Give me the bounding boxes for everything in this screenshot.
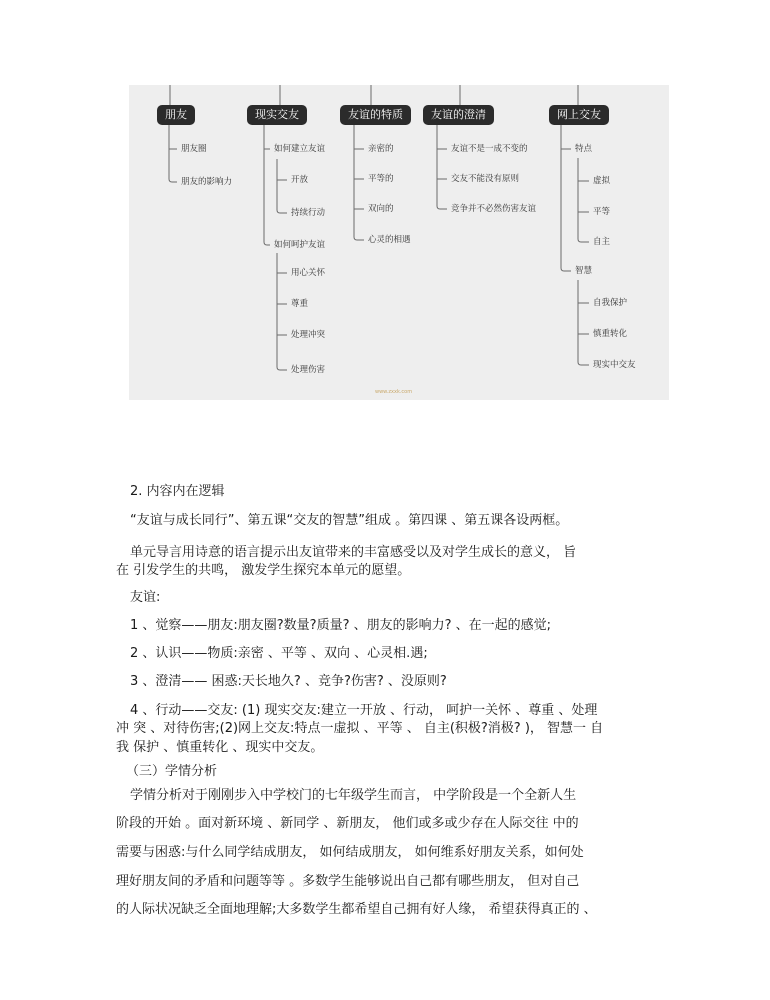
node-friend: 朋友 (157, 105, 195, 125)
analysis-line5: 的人际状况缺乏全面地理解;大多数学生都希望自己拥有好人缘， 希望获得真正的 、 (116, 902, 597, 917)
leaf-virtual: 虚拟 (593, 176, 611, 186)
leaf-autonomy: 自主 (593, 237, 611, 247)
leaf-online-equal: 平等 (593, 207, 611, 217)
list-item-action-line3: 我 保护 、慎重转化 、现实中交友。 (116, 740, 324, 755)
leaf-friendship-changes: 友谊不是一成不变的 (451, 144, 528, 154)
analysis-line1: 学情分析对于刚刚步入中学校门的七年级学生而言， 中学阶段是一个全新人生 (130, 788, 577, 803)
leaf-handle-conflict: 处理冲突 (291, 330, 326, 340)
leaf-friend-circle: 朋友圈 (181, 144, 207, 154)
section-heading-logic: 2. 内容内在逻辑 (130, 484, 225, 499)
leaf-handle-hurt: 处理伤害 (291, 365, 326, 375)
friendship-label: 友谊: (130, 590, 161, 605)
leaf-real-life-friends: 现实中交友 (593, 360, 636, 370)
leaf-competition: 竞争并不必然伤害友谊 (451, 204, 537, 214)
section-heading-analysis: （三）学情分析 (126, 764, 218, 779)
leaf-careful-transfer: 慎重转化 (593, 329, 628, 339)
leaf-respect: 尊重 (291, 299, 309, 309)
node-online-friendship: 网上交友 (549, 105, 609, 125)
paragraph-intro-line2: 在 引发学生的共鸣， 激发学生探究本单元的愿望。 (116, 563, 411, 578)
leaf-soul-meeting: 心灵的相遇 (368, 235, 411, 245)
paragraph-intro-line1: 单元导言用诗意的语言提示出友谊带来的丰富感受以及对学生成长的意义， 旨 (130, 545, 577, 560)
leaf-wisdom: 智慧 (575, 266, 593, 276)
leaf-equal: 平等的 (368, 174, 394, 184)
paragraph-unit-structure: “友谊与成长同行”、第五课“交友的智慧”组成 。第四课 、第五课各设两框。 (130, 513, 569, 528)
list-item-perceive: 1 、觉察——朋友:朋友圈?数量?质量? 、朋友的影响力? 、在一起的感觉; (130, 618, 552, 633)
node-friendship-clarify: 友谊的澄清 (423, 105, 494, 125)
list-item-clarify: 3 、澄清—— 困惑:天长地久? 、竞争?伤害? 、没原则? (130, 674, 447, 689)
leaf-self-protection: 自我保护 (593, 298, 628, 308)
node-real-friendship: 现实交友 (247, 105, 307, 125)
leaf-principles: 交友不能没有原则 (451, 174, 520, 184)
list-item-action-line1: 4 、行动——交友: (1) 现实交友:建立一开放 、行动， 呵护一关怀 、尊重 、处理 (130, 703, 598, 718)
analysis-line2: 阶段的开始 。面对新环境 、新同学 、新朋友， 他们或多或少存在人际交往 中的 (116, 816, 579, 831)
analysis-line4: 理好朋友间的矛盾和问题等等 。多数学生能够说出自己都有哪些朋友， 但对自己 (116, 874, 580, 889)
leaf-mutual: 双向的 (368, 204, 394, 214)
list-item-action-line2: 冲 突 、对待伤害;(2)网上交友:特点一虚拟 、平等 、 自主(积极?消极? )， 智慧一 自 (116, 721, 604, 736)
leaf-protect-friendship: 如何呵护友谊 (274, 240, 326, 250)
leaf-build-friendship: 如何建立友谊 (274, 144, 326, 154)
leaf-care: 用心关怀 (291, 268, 326, 278)
leaf-open: 开放 (291, 175, 309, 185)
node-friendship-traits: 友谊的特质 (340, 105, 411, 125)
leaf-intimate: 亲密的 (368, 144, 394, 154)
leaf-continuous-action: 持续行动 (291, 208, 326, 218)
leaf-features: 特点 (575, 144, 593, 154)
watermark: www.zxxk.com (375, 389, 413, 395)
leaf-friend-influence: 朋友的影响力 (181, 177, 233, 187)
analysis-line3: 需要与困惑:与什么同学结成朋友， 如何结成朋友， 如何维系好朋友关系，如何处 (116, 845, 584, 860)
mind-map-image (129, 85, 669, 400)
list-item-recognize: 2 、认识——物质:亲密 、平等 、双向 、心灵相.遇; (130, 646, 428, 661)
